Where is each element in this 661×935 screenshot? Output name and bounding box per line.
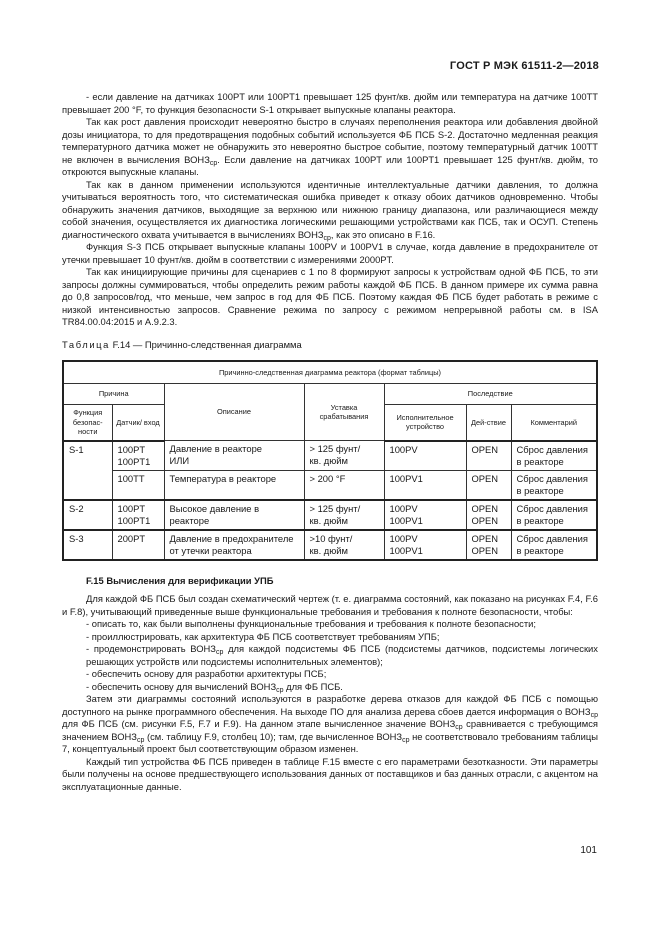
cell-sensor: 100PT 100PT1 [112, 500, 164, 530]
list-item-text-a: - обеспечить основу для вычислений ВОНЗ [86, 680, 277, 692]
paragraph-2-text-b: . Если давление на датчиках 100PT или 100PT1 превышает 125 фунт/кв. дюйм, то откроются выпускные клапаны. [62, 153, 598, 177]
header-comment: Комментарий [511, 405, 597, 441]
section-paragraph-2-text-c: сравнивается с требующимся значением ВОНЗ [62, 718, 598, 742]
section-paragraph-1: Для каждой ФБ ПСБ был создан схематический чертеж (т. е. диаграмма состояний, как показано на рисунках F.4, F.6 и F.8), учитывающий приведенные выше функциональные требования и требования к полноте безопасности, чтобы: [62, 593, 598, 617]
page-content [62, 91, 598, 793]
section-paragraph-2-text-e: не соответствовало требованиям таблицы 7, концептуальный проект был соответствующим образом изменен. [62, 730, 598, 754]
cell-action: OPEN OPEN [466, 530, 511, 560]
table-row [63, 441, 597, 471]
table-row [63, 500, 597, 530]
paragraph-2 [62, 116, 598, 179]
cell-comment: Сброс давления в реакторе [511, 530, 597, 560]
section-paragraph-2-text-a: Затем эти диаграммы состояний используются в разработке дерева отказов для каждой ФБ ПСБ с помощью доступного на рынке программного обеспечения. На выходе ПО для анализа дерева сбоев дается информация о ВОНЗ [62, 693, 598, 717]
cell-description: Давление в реакторе ИЛИ [164, 441, 304, 471]
list-item-text-a: - продемонстрировать ВОНЗ [86, 643, 216, 654]
cell-action: OPEN [466, 470, 511, 500]
page-number: 101 [580, 845, 597, 856]
list-item-sub: ср [215, 649, 224, 656]
cell-description: Температура в реакторе [164, 470, 304, 500]
table-caption-rest: F.14 — Причинно-следственная диаграмма [109, 338, 302, 350]
paragraph-2-sub: ср [209, 159, 218, 167]
list-item-text-b: для каждой подсистемы ФБ ПСБ (подсистемы датчиков, подсистемы логических решающих устройств или подсистемы исполнительных элементов); [86, 643, 598, 667]
cell-function: S-2 [63, 500, 112, 530]
header-setpoint: Уставка срабатывания [304, 384, 384, 441]
section-paragraph-2-text-d: (см. таблицу F.9, столбец 10); там, где вычисленное ВОНЗ [144, 730, 403, 742]
list-item: - описать то, как были выполнены функциональные требования и требования к полноте безопасности; [86, 618, 536, 629]
header-action: Дей-ствие [466, 405, 511, 441]
cell-setpoint: > 125 фунт/ кв. дюйм [304, 500, 384, 530]
header-function: Функция безопас-ности [63, 405, 112, 441]
header-description: Описание [164, 384, 304, 441]
paragraph-3-text-b: , как это описано в F.16. [330, 228, 436, 240]
table-row [63, 530, 597, 560]
sub-4: ср [402, 736, 410, 744]
header-sensor: Датчик/ вход [112, 405, 164, 441]
cell-action: OPEN OPEN [466, 500, 511, 530]
paragraph-3-sub: ср [323, 234, 331, 242]
document-header: ГОСТ Р МЭК 61511-2—2018 [449, 60, 599, 72]
cell-setpoint: >10 фунт/ кв. дюйм [304, 530, 384, 560]
table-caption-prefix: Таблица [62, 338, 110, 350]
cell-actuator: 100PV [384, 441, 466, 471]
cell-actuator: 100PV 100PV1 [384, 530, 466, 560]
paragraph-4: Функция S-3 ПСБ открывает выпускные клапаны 100PV и 100PV1 в случае, когда давление в предохранителе от утечки превышает 10 фунт/кв. дюйм в соответствии с измерениями 2000PT. [62, 241, 598, 265]
cell-actuator: 100PV1 [384, 470, 466, 500]
list-item: - обеспечить основу для разработки архитектуры ПСБ; [86, 668, 327, 679]
cell-setpoint: > 125 фунт/ кв. дюйм [304, 441, 384, 471]
cell-function: S-3 [63, 530, 112, 560]
cell-action: OPEN [466, 441, 511, 471]
header-effect: Последствие [384, 384, 597, 405]
paragraph-3 [62, 179, 598, 242]
paragraph-2-text-a: Так как рост давления происходит невероятно быстро в случаях переполнения реактора или добавления двойной дозы инициатора, то для предотвращения подобных событий используется ФБ ПСБ S-2. Достаточно медленная реакция температурного датчика может не обнаружить это невероятно быстрое событие, поэтому температурный датчик 100TT не включен в вычисления ВОНЗ [62, 116, 598, 165]
cell-function: S-1 [63, 441, 112, 500]
header-cause: Причина [63, 384, 164, 405]
table-caption [62, 339, 598, 352]
section-paragraph-2-text-b: для ФБ ПСБ (см. рисунки F.5, F.7 и F.9). На данном этапе вычисленное значение ВОНЗ [62, 718, 456, 729]
table-row [63, 470, 597, 500]
paragraph-1: - если давление на датчиках 100PT или 100PT1 превышает 125 фунт/кв. дюйм или температура на датчике 100TT превышает 200 °F, то функция безопасности S-1 открывает выпускные клапаны реактора. [62, 91, 598, 115]
cell-sensor: 100TT [112, 470, 164, 500]
section-paragraph-3: Каждый тип устройства ФБ ПСБ приведен в таблице F.15 вместе с его параметрами безотказности. Эти параметры были получены на основе предшествующего использования данных от поставщиков и баз данных отрасли, с акцентом на эксплуатационные данные. [62, 755, 598, 792]
paragraph-3-text-a: Так как в данном применении используются идентичные интеллектуальные датчики давления, то должна учитываться вероятность того, что систематическая ошибка приведет к отказу обоих датчиков одновременно. Чтобы обнаружить значения датчиков, выходящие за верхнюю или нижнюю границу диапазона, или различающиеся между собой значения, осуществляется их диагностика логическими решающими устройствами как ПСБ, так и ОСУП. Степень диагностического охвата учитывается в вычислениях ВОНЗ [62, 178, 598, 240]
section-title: F.15 Вычисления для верификации УПБ [86, 574, 274, 586]
cell-sensor: 200PT [112, 530, 164, 560]
cause-effect-table-wrap [62, 360, 598, 561]
sub-1: ср [590, 711, 598, 719]
list-item: - проиллюстрировать, как архитектура ФБ ПСБ соответствует требованиям УПБ; [86, 630, 440, 642]
list-item-sub: ср [276, 686, 284, 694]
cell-actuator: 100PV 100PV1 [384, 500, 466, 530]
cause-effect-table [62, 360, 598, 561]
cell-description: Высокое давление в реакторе [164, 500, 304, 530]
list-item-text-b: для ФБ ПСБ. [283, 680, 343, 692]
sub-3: ср [136, 736, 145, 744]
cell-setpoint: > 200 °F [304, 470, 384, 500]
list-item [62, 643, 598, 668]
section-paragraph-2 [62, 693, 598, 756]
sub-2: ср [455, 724, 463, 731]
table-title: Причинно-следственная диаграмма реактора (формат таблицы) [63, 361, 597, 384]
cell-comment: Сброс давления в реакторе [511, 470, 597, 500]
cell-description: Давление в предохранителе от утечки реактора [164, 530, 304, 560]
cell-sensor: 100PT 100PT1 [112, 441, 164, 471]
list-item [62, 681, 598, 694]
paragraph-5: Так как инициирующие причины для сценариев с 1 по 8 формируют запросы к устройствам одной ФБ ПСБ, то эти запросы должны суммироваться, чтобы определить режим работы каждой ФБ ПСБ. В данном примере их сумма равна до 0,8 запросов/год, что меньше, чем запрос в год для ФБ ПСБ. Поэтому каждая ФБ ПСБ будет работать в режиме с низкой интенсивностью запросов. Сравнение режима по запросу с режимом непрерывной работы см. в ISA TR84.00.04:2015 и A.9.2.3. [62, 266, 598, 327]
cell-comment: Сброс давления в реакторе [511, 500, 597, 530]
cell-comment: Сброс давления в реакторе [511, 441, 597, 471]
header-actuator: Исполнительное устройство [384, 405, 466, 441]
